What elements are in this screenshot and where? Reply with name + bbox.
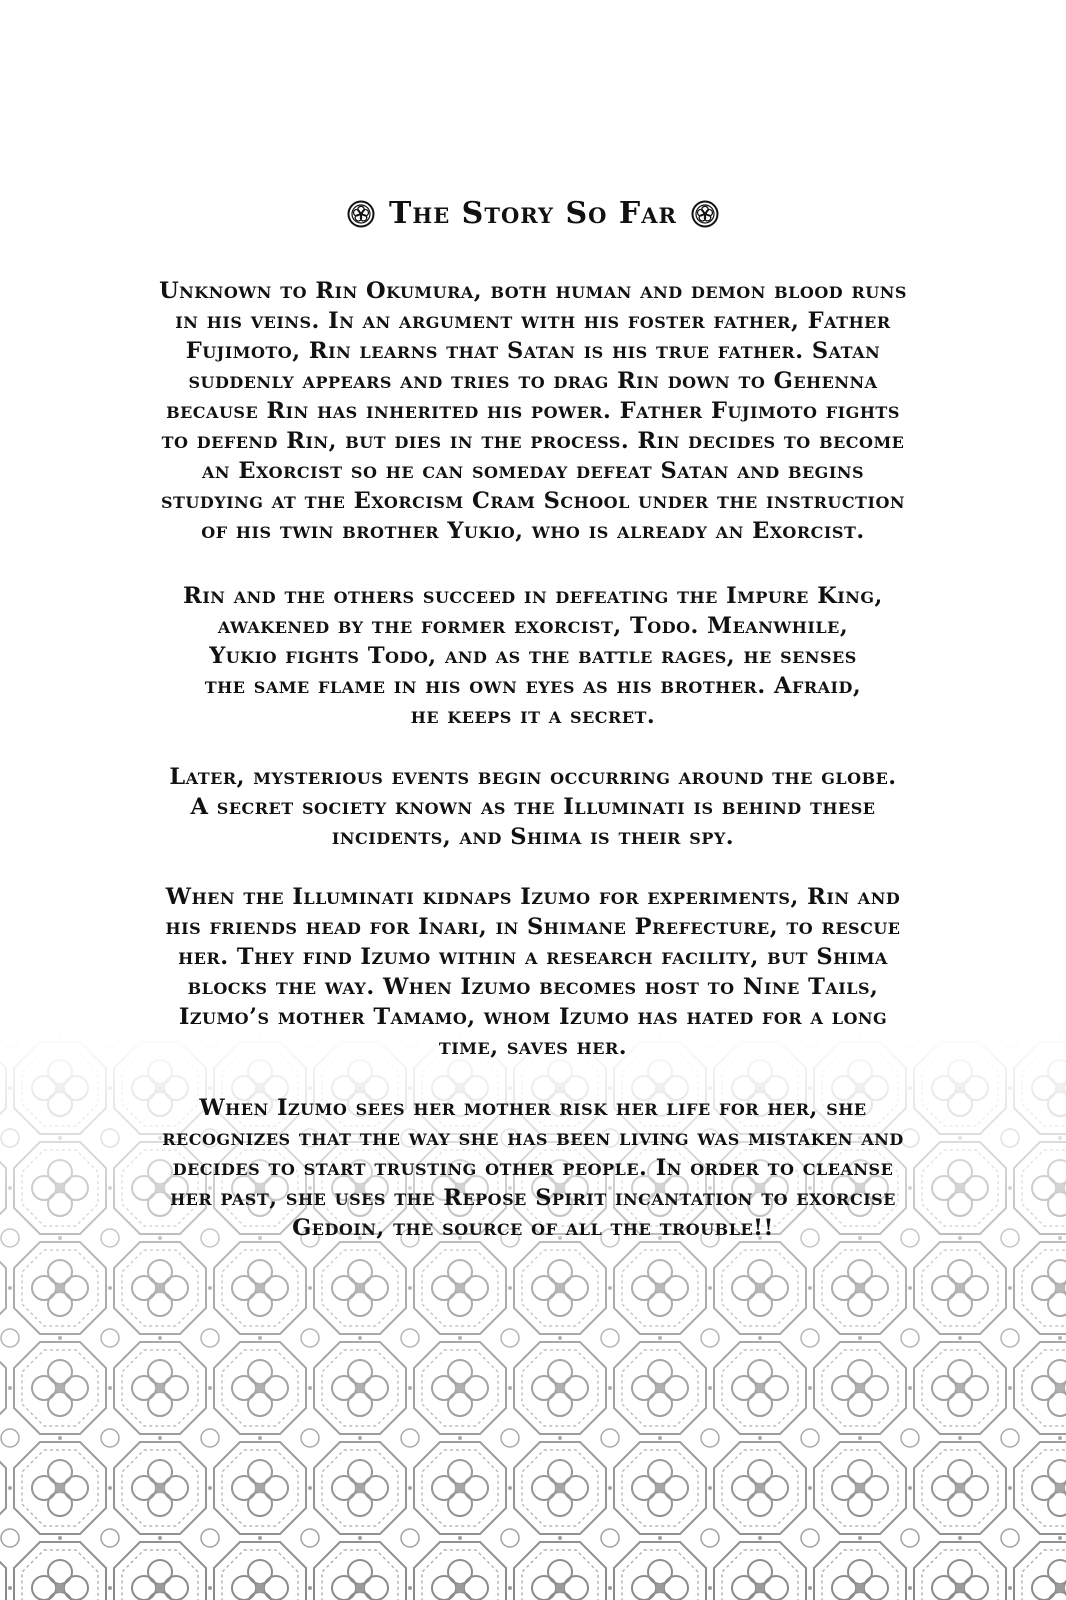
text-line: awakened by the former exorcist, Todo. Meanwhile, bbox=[217, 613, 849, 639]
story-paragraph-1 bbox=[90, 276, 976, 546]
text-line: Unknown to Rin Okumura, both human and demon blood runs bbox=[159, 278, 907, 304]
text-line: A secret society known as the Illuminati is behind these bbox=[190, 794, 876, 820]
text-line: suddenly appears and tries to drag Rin down to Gehenna bbox=[188, 368, 878, 394]
text-line: blocks the way. When Izumo becomes host to Nine Tails, bbox=[187, 974, 879, 1000]
text-line: Gedoin, the source of all the trouble!! bbox=[292, 1215, 774, 1241]
story-paragraph-5 bbox=[90, 1093, 976, 1243]
text-line: Yukio fights Todo, and as the battle rages, he senses bbox=[209, 643, 857, 669]
text-line: because Rin has inherited his power. Father Fujimoto fights bbox=[166, 398, 900, 424]
text-line: incidents, and Shima is their spy. bbox=[331, 824, 735, 850]
story-paragraph-4 bbox=[90, 882, 976, 1062]
text-line: her. They find Izumo within a research facility, but Shima bbox=[178, 944, 888, 970]
text-line: to defend Rin, but dies in the process. Rin decides to become bbox=[161, 428, 905, 454]
text-line: Rin and the others succeed in defeating the Impure King, bbox=[183, 583, 883, 609]
text-line: Izumo’s mother Tamamo, whom Izumo has hated for a long bbox=[178, 1004, 888, 1030]
text-line: Fujimoto, Rin learns that Satan is his true father. Satan bbox=[185, 338, 881, 364]
text-line: the same flame in his own eyes as his brother. Afraid, bbox=[204, 673, 862, 699]
text-line: an Exorcist so he can someday defeat Satan and begins bbox=[201, 458, 864, 484]
text-line: When Izumo sees her mother risk her life for her, she bbox=[199, 1095, 867, 1121]
text-line: time, saves her. bbox=[438, 1034, 628, 1060]
text-line: recognizes that the way she has been living was mistaken and bbox=[162, 1125, 904, 1151]
page-title-text: The Story So Far bbox=[389, 196, 677, 231]
story-paragraph-2 bbox=[90, 581, 976, 731]
story-paragraph-3 bbox=[90, 762, 976, 852]
text-line: Later, mysterious events begin occurring around the globe. bbox=[169, 764, 897, 790]
text-line: her past, she uses the Repose Spirit incantation to exorcise bbox=[170, 1185, 896, 1211]
rosette-icon bbox=[347, 200, 375, 228]
text-line: studying at the Exorcism Cram School under the instruction bbox=[160, 488, 906, 514]
text-line: When the Illuminati kidnaps Izumo for experiments, Rin and bbox=[165, 884, 901, 910]
text-line: of his twin brother Yukio, who is already an Exorcist. bbox=[201, 518, 865, 544]
text-line: decides to start trusting other people. In order to cleanse bbox=[172, 1155, 894, 1181]
text-line: his friends head for Inari, in Shimane Prefecture, to rescue bbox=[165, 914, 901, 940]
text-line: in his veins. In an argument with his foster father, Father bbox=[175, 308, 891, 334]
page-title bbox=[0, 196, 1066, 231]
text-line: he keeps it a secret. bbox=[410, 703, 656, 729]
rosette-icon bbox=[691, 200, 719, 228]
